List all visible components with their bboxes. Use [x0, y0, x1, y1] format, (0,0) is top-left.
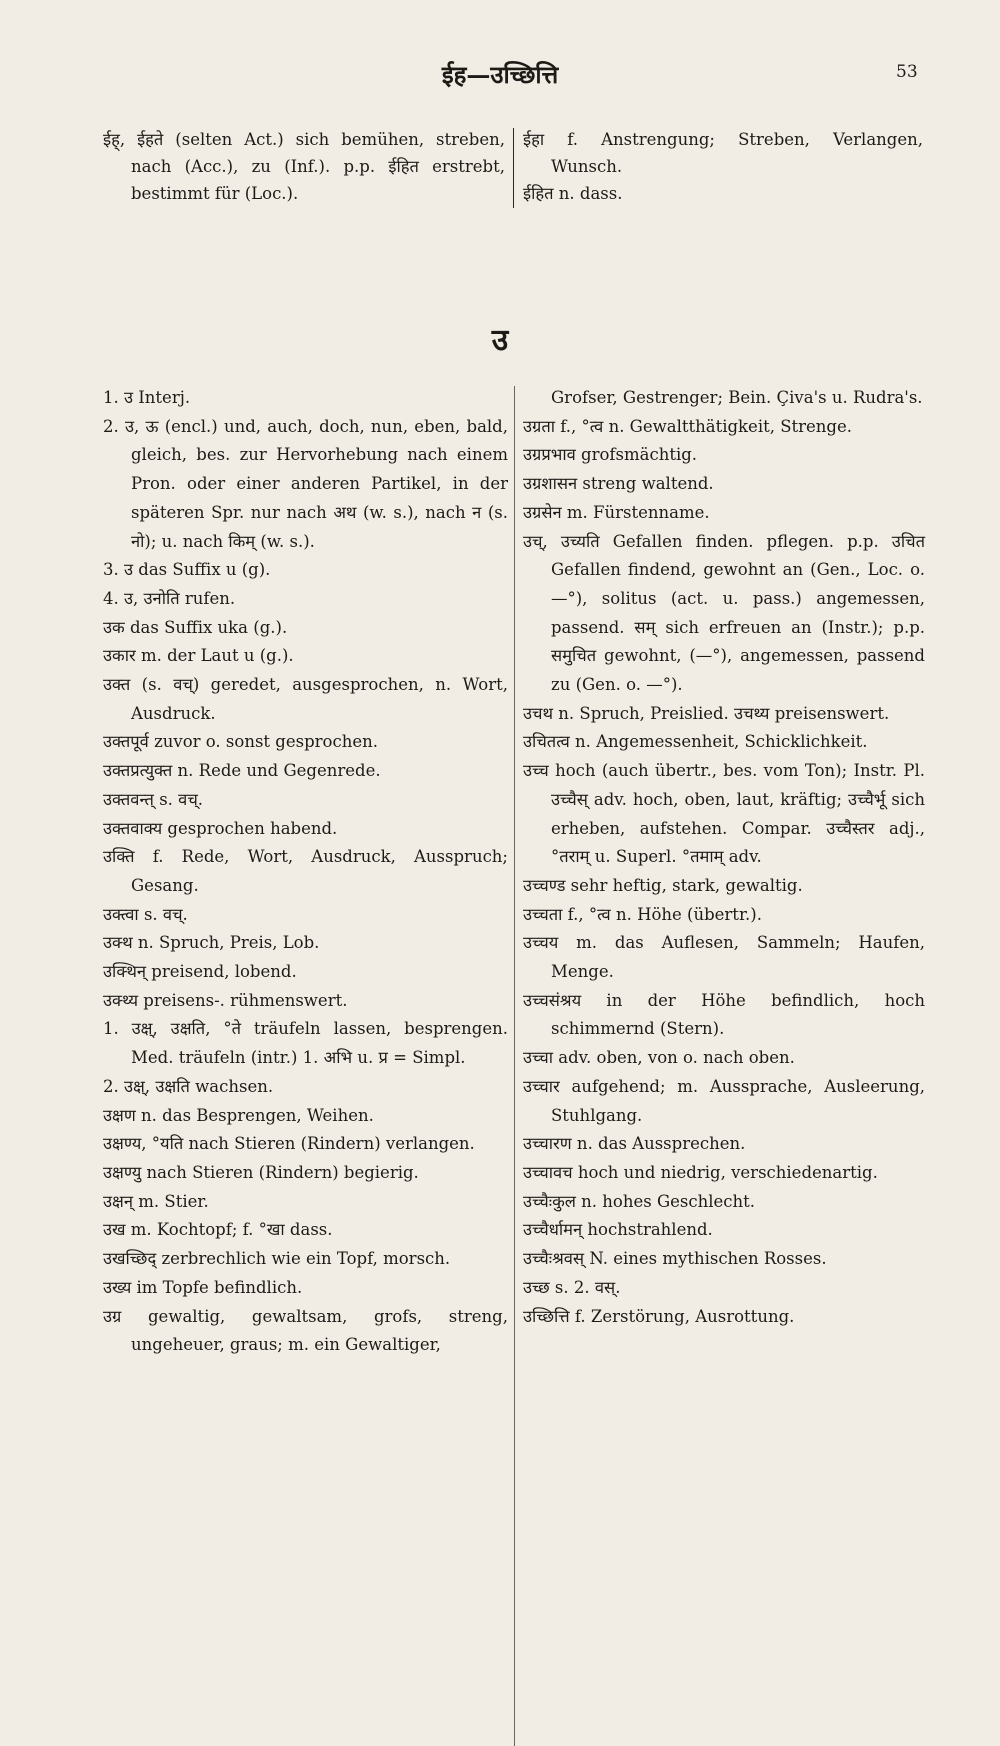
right-column [523, 384, 925, 1331]
dictionary-entry: उक्थ n. Spruch, Preis, Lob. [103, 933, 320, 953]
dictionary-entry: उच्छित्ति f. Zerstörung, Ausrottung. [523, 1306, 795, 1326]
dictionary-entry: उक्तवन्त् s. वच्. [103, 789, 204, 809]
dictionary-entry: उग्र gewaltig, gewaltsam, grofs, streng, ungeheuer, graus; m. ein Gewaltiger, [103, 1306, 508, 1355]
dictionary-entry: उच्छ s. 2. वस्. [523, 1277, 621, 1297]
dictionary-entry: उख्य im Topfe befindlich. [103, 1277, 303, 1297]
dictionary-entry: ईहा f. Anstrengung; Streben, Verlangen, Wunsch. [523, 130, 923, 176]
dictionary-entry: 4. उ, उनोति rufen. [103, 588, 236, 608]
top-column-divider [513, 128, 514, 208]
dictionary-entry: 2. उक्ष्, उक्षति wachsen. [103, 1076, 274, 1096]
dictionary-entry: 2. उ, ऊ (encl.) und, auch, doch, nun, eben, bald, gleich, bes. zur Hervorhebung nach einem Pron. oder einer anderen Partikel, in der späteren Spr. nur nach अथ (w. s.), nach न (s. नो); u. nach किम् (w. s.). [103, 416, 508, 551]
dictionary-entry: 3. उ das Suffix u (g). [103, 560, 271, 580]
dictionary-entry: उक्तप्रत्युक्त n. Rede und Gegenrede. [103, 761, 381, 781]
dictionary-entry: उक das Suffix uka (g.). [103, 617, 288, 637]
dictionary-entry: उग्रता f., °त्व n. Gewaltthätigkeit, Strenge. [523, 416, 853, 436]
page-number: 53 [896, 62, 918, 82]
dictionary-entry: उच्चारण n. das Aussprechen. [523, 1134, 746, 1154]
dictionary-entry: उच्चा adv. oben, von o. nach oben. [523, 1048, 795, 1068]
dictionary-entry: उक्तवाक्य gesprochen habend. [103, 818, 338, 838]
dictionary-entry: उच्चसंश्रय in der Höhe befindlich, hoch schimmernd (Stern). [523, 990, 925, 1039]
dictionary-entry: उच्चैर्धामन् hochstrahlend. [523, 1220, 713, 1240]
dictionary-entry: उक्षण n. das Besprengen, Weihen. [103, 1105, 374, 1125]
dictionary-entry: उक्षन् m. Stier. [103, 1191, 209, 1211]
dictionary-entry: उच्चैःकुल n. hohes Geschlecht. [523, 1191, 756, 1211]
dictionary-entry: उक्थिन् preisend, lobend. [103, 962, 297, 982]
top-right-entries [523, 126, 923, 207]
dictionary-entry: उख m. Kochtopf; f. °खा dass. [103, 1220, 333, 1240]
dictionary-entry: उच्, उच्यति Gefallen finden. pflegen. p.p. उचित Gefallen findend, gewohnt an (Gen., Loc. o. —°), solitus (act. u. pass.) angemessen, passend. सम् sich erfreuen an (Instr.); p.p. समुचित gewohnt, (—°), angemessen, passend zu (Gen. o. —°). [523, 531, 925, 695]
dictionary-entry: उक्त (s. वच्) geredet, ausgesprochen, n. Wort, Ausdruck. [103, 675, 508, 723]
dictionary-entry: उकार m. der Laut u (g.). [103, 646, 294, 666]
dictionary-entry: ईह्, ईहते (selten Act.) sich bemühen, streben, nach (Acc.), zu (Inf.). p.p. ईहित erstrebt, bestimmt für (Loc.). [103, 130, 505, 203]
left-column [103, 384, 508, 1360]
dictionary-entry: उच्चावच hoch und niedrig, verschiedenartig. [523, 1162, 878, 1182]
dictionary-entry: उचथ n. Spruch, Preislied. उचथ्य preisenswert. [523, 703, 890, 723]
dictionary-entry: उच्चता f., °त्व n. Höhe (übertr.). [523, 904, 762, 924]
dictionary-entry: उक्त्वा s. वच्. [103, 904, 188, 924]
entry-continuation: Grofser, Gestrenger; Bein. Çiva's u. Rudra's. [551, 388, 923, 407]
dictionary-entry: उक्थ्य preisens-. rühmenswert. [103, 990, 348, 1010]
dictionary-entry: उखच्छिद् zerbrechlich wie ein Topf, morsch. [103, 1249, 451, 1269]
dictionary-entry: उचितत्व n. Angemessenheit, Schicklichkeit. [523, 732, 868, 752]
dictionary-entry: उच्चार aufgehend; m. Aussprache, Ausleerung, Stuhlgang. [523, 1076, 925, 1125]
dictionary-entry: उग्रशासन streng waltend. [523, 474, 714, 494]
dictionary-entry: उच्चण्ड sehr heftig, stark, gewaltig. [523, 875, 803, 895]
dictionary-entry: 1. उक्ष्, उक्षति, °ते träufeln lassen, besprengen. Med. träufeln (intr.) 1. अभि u. प्र = Simpl. [103, 1019, 508, 1068]
running-head: ईह—उच्छित्ति [441, 60, 559, 89]
dictionary-entry: उक्तपूर्व zuvor o. sonst gesprochen. [103, 732, 378, 752]
dictionary-entry: उक्षण्यु nach Stieren (Rindern) begierig. [103, 1162, 419, 1182]
dictionary-entry: उच्चैःश्रवस् N. eines mythischen Rosses. [523, 1249, 827, 1269]
column-divider [514, 386, 515, 1746]
dictionary-entry: उक्ति f. Rede, Wort, Ausdruck, Ausspruch; Gesang. [103, 847, 508, 895]
dictionary-entry: उग्रप्रभाव grofsmächtig. [523, 445, 698, 465]
dictionary-entry: उच्च hoch (auch übertr., bes. vom Ton); Instr. Pl. उच्चैस् adv. hoch, oben, laut, kräftig; उच्चैर्भू sich erheben, aufstehen. Compar. उच्चैस्तर adj., °तराम् u. Superl. °तमाम् adv. [523, 761, 925, 867]
dictionary-entry: ईहित n. dass. [523, 184, 623, 203]
section-letter: उ [491, 323, 509, 358]
dictionary-entry: उक्षण्य, °यति nach Stieren (Rindern) verlangen. [103, 1134, 475, 1154]
dictionary-entry: उच्चय m. das Auflesen, Sammeln; Haufen, Menge. [523, 933, 925, 982]
dictionary-entry: 1. उ Interj. [103, 388, 191, 407]
dictionary-entry: उग्रसेन m. Fürstenname. [523, 502, 710, 522]
top-left-entries [103, 126, 505, 207]
